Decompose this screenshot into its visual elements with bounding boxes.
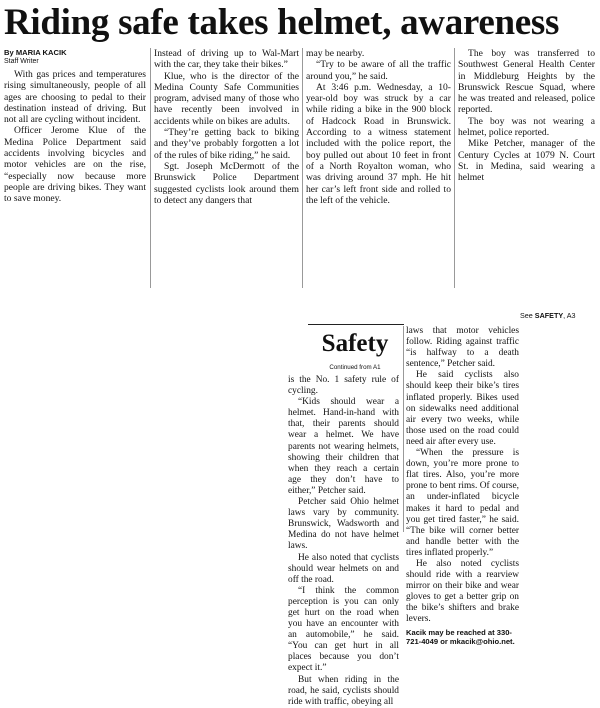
paragraph: The boy was not wearing a helmet, police reported.: [458, 115, 595, 139]
paragraph: He also noted cyclists should ride with a rearview mirror on their bike and wear gloves to get a better grip on the bike’s shifters and brake levers.: [406, 558, 519, 625]
article-column-3: [306, 48, 451, 206]
article-column-4: [458, 48, 595, 184]
jump-keyword: SAFETY: [534, 311, 564, 320]
article-column-1: [4, 48, 146, 205]
column-divider: [454, 48, 455, 288]
byline-title: Staff Writer: [4, 58, 39, 65]
jump-page: , A3: [563, 311, 576, 320]
jump-line: [520, 311, 576, 320]
paragraph: With gas prices and temperatures rising simultaneously, people of all ages are choosing to pedal to their destination instead of driving. But not all are cycling without incident.: [4, 69, 146, 126]
continuation-title: Safety: [321, 330, 389, 357]
article-column-2: [154, 48, 299, 206]
paragraph: “Try to be aware of all the traffic around you,” he said.: [306, 59, 451, 82]
paragraph: Instead of driving up to Wal-Mart with the car, they take their bikes.”: [154, 48, 299, 71]
paragraph: At 3:46 p.m. Wednesday, a 10-year-old boy was struck by a car while riding a bike in the 900 block of Hadcock Road in Brunswick. According to a witness statement included with the police report, the boy pulled out about 10 feet in front of a North Royalton woman, who was driving around 37 mph. He hit her car’s left front side and rolled to the left of the vehicle.: [306, 81, 451, 206]
continuation-column-right: [406, 326, 519, 647]
continued-from: Continued from A1: [329, 364, 381, 371]
paragraph: Klue, who is the director of the Medina County Safe Communities program, advised many of those who have recently been involved in accidents while on bikes are adults.: [154, 70, 299, 127]
paragraph: He also noted that cyclists should wear helmets on and off the road.: [288, 552, 399, 585]
column-divider: [150, 48, 151, 288]
byline-author: By MARIA KACIK: [4, 48, 67, 57]
paragraph: “When the pressure is down, you’re more prone to flat tires. Also, you’re more prone to bent rims. Of course, an under-inflated bicycle makes it hard to pedal and you get tired faster,” he said. “The bike will corner better and handle better with the tires inflated properly.”: [406, 448, 519, 558]
paragraph: He said cyclists also should keep their bike’s tires inflated properly. Bikes used on sidewalks need additional air every two weeks, while those used on the road could need air after every use.: [406, 370, 519, 447]
paragraph: may be nearby.: [306, 48, 365, 59]
continuation-column-left: [288, 375, 399, 708]
paragraph: Sgt. Joseph McDermott of the Brunswick Police Department suggested cyclists look around them to detect any dangers that: [154, 160, 299, 206]
column-divider: [403, 326, 404, 532]
paragraph: “I think the common perception is you can only get hurt on the road when you have an encounter with an automobile,” he said. “You can get hurt in all places because you don’t expect it.”: [288, 585, 399, 674]
section-rule: [308, 324, 404, 325]
paragraph: is the No. 1 safety rule of cycling.: [288, 375, 399, 397]
column-divider: [302, 48, 303, 288]
paragraph: laws that motor vehicles follow. Riding against traffic “is halfway to a death sentence,” Petcher said.: [406, 326, 519, 370]
headline: Riding safe takes helmet, awareness: [4, 2, 560, 43]
contact-line: Kacik may be reached at 330-721-4049 or mkacik@ohio.net.: [406, 627, 515, 647]
paragraph: “Kids should wear a helmet. Hand-in-hand with that, their parents should wear a helmet. We have parents not wearing helmets, showing their children that when they reach a certain age they don’t have to either,” Petcher said.: [288, 397, 399, 496]
paragraph: “They’re getting back to biking and they’ve probably forgotten a lot of the rules of bike riding,” he said.: [154, 127, 299, 161]
paragraph: Officer Jerome Klue of the Medina Police Department said accidents involving bicycles and motor vehicles are on the rise, “especially now because more people are driving bikes. They want to save money.: [4, 125, 146, 205]
paragraph: The boy was transferred to Southwest General Health Center in Middleburg Heights by the Brunswick Rescue Squad, where he was treated and released, police reported.: [458, 48, 595, 116]
paragraph: But when riding in the road, he said, cyclists should ride with traffic, obeying all: [288, 674, 399, 707]
paragraph: Mike Petcher, manager of the Century Cycles at 1079 N. Court St. in Medina, said wearing a helmet: [458, 138, 595, 184]
jump-see: See: [520, 311, 533, 320]
paragraph: Petcher said Ohio helmet laws vary by community. Brunswick, Wadsworth and Medina do not have helmet laws.: [288, 497, 399, 552]
